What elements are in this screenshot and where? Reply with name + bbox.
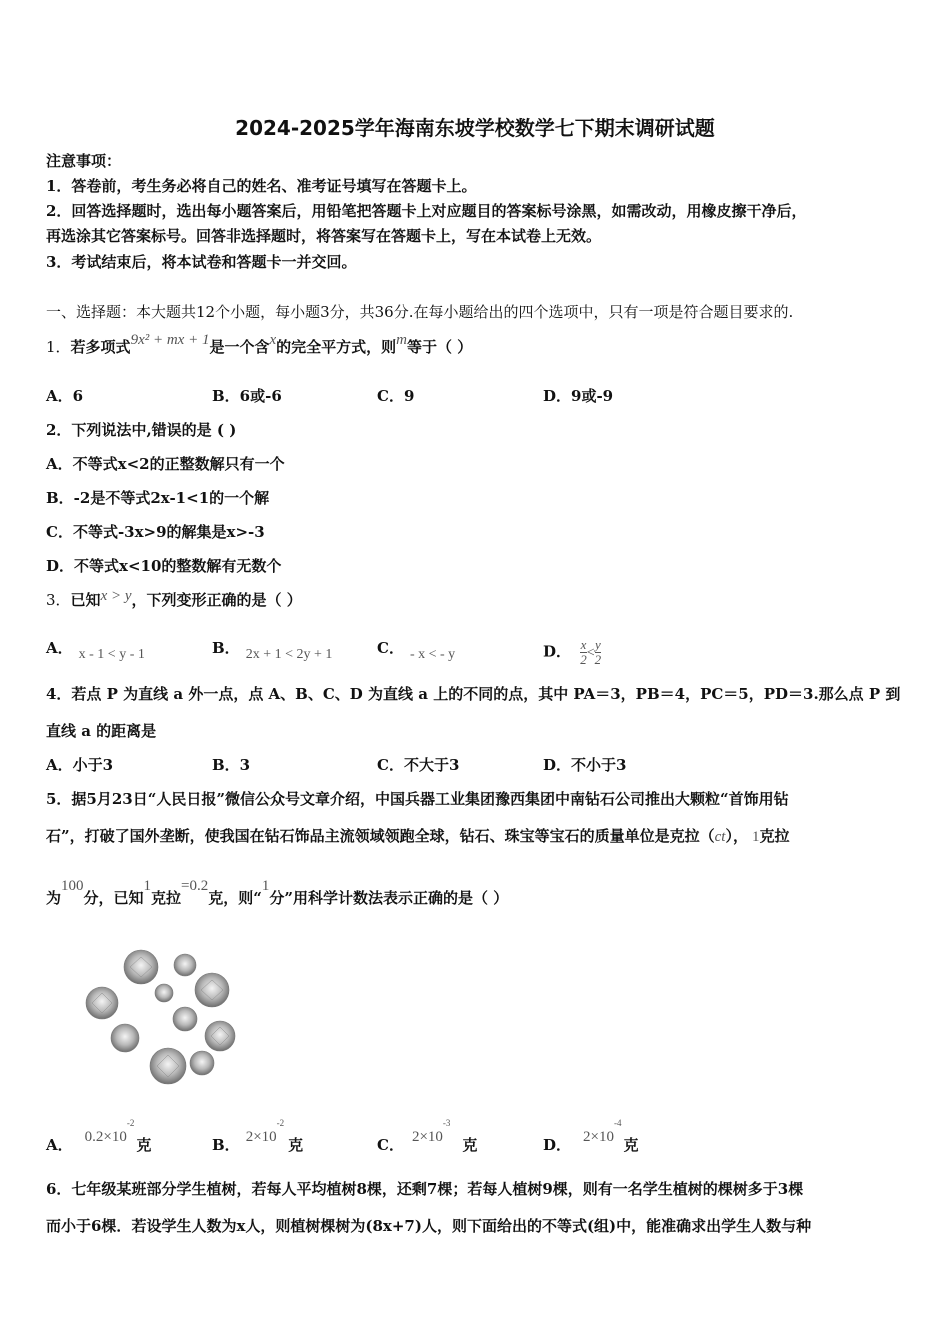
q3-option-d[interactable]: D． $\frac{x}{2}$ < $\frac{y}{2}$	[543, 637, 602, 667]
notice-item-1: 1．答卷前，考生务必将自己的姓名、准考证号填写在答题卡上。	[46, 177, 477, 195]
q4-option-c[interactable]: C．不大于3	[377, 756, 460, 774]
q1-polynomial: 9x² + mx + 1	[130, 332, 210, 348]
question-5-line-3: 为100分，已知1克拉=0.2克，则“1分”用科学计数法表示正确的是（ ）	[46, 878, 509, 907]
q5-option-b[interactable]: B． $2\times 10^{-2}$克	[212, 1118, 304, 1154]
q2-option-d[interactable]: D．不等式x<10的整数解有无数个	[46, 557, 282, 575]
q2-option-a[interactable]: A．不等式x<2的正整数解只有一个	[46, 455, 285, 473]
section-heading: 一、选择题：本大题共12个小题，每小题3分，共36分.在每小题给出的四个选项中，只有一项是符合题目要求的.	[46, 303, 794, 321]
q3-fraction-x: $\frac{x}{2}$	[580, 637, 587, 667]
q1-option-a[interactable]: A．6	[46, 387, 84, 405]
q2-option-c[interactable]: C．不等式-3x>9的解集是x>-3	[46, 523, 265, 541]
q4-option-b[interactable]: B．3	[212, 756, 251, 774]
diamond	[111, 1024, 139, 1052]
question-6-line-1: 6．七年级某班部分学生植树，若每人平均植树8棵，还剩7棵；若每人植树9棵，则有一名学生植树的棵树多于3棵	[46, 1180, 804, 1198]
notice-item-2a: 2．回答选择题时，选出每小题答案后，用铅笔把答题卡上对应题目的答案标号涂黑，如需改动，用橡皮擦干净后，	[46, 202, 807, 220]
question-2-stem: 2．下列说法中,错误的是 ( )	[46, 421, 237, 439]
diamond	[173, 1007, 197, 1031]
q2-option-b[interactable]: B．-2是不等式2x-1<1的一个解	[46, 489, 270, 507]
q5-option-d[interactable]: D． $2\times 10^{-4}$克	[543, 1118, 639, 1154]
q4-option-d[interactable]: D．不小于3	[543, 756, 627, 774]
diamond	[205, 1021, 235, 1051]
q3-option-c[interactable]: C． - x < - y	[377, 639, 456, 662]
diamond	[155, 984, 173, 1002]
q5-option-a[interactable]: A． $0.2\times 10^{-2}$克	[46, 1118, 152, 1154]
q1-option-c[interactable]: C．9	[377, 387, 415, 405]
q1-option-b[interactable]: B．6或-6	[212, 387, 282, 405]
question-3-stem: 3．已知x > y，下列变形正确的是（ ）	[46, 588, 302, 609]
q3-fraction-y: $\frac{y}{2}$	[594, 637, 602, 667]
question-1-stem: 1．若多项式9x² + mx + 1是一个含x的完全平方式，则m等于（ ）	[46, 332, 473, 356]
question-6-line-2: 而小于6棵．若设学生人数为x人，则植树棵树为(8x+7)人，则下面给出的不等式(组)中，能准确求出学生人数与种	[46, 1217, 812, 1235]
notice-heading: 注意事项：	[46, 152, 122, 170]
q3-option-a[interactable]: A． x - 1 < y - 1	[46, 639, 145, 662]
notice-item-2b: 再选涂其它答案标号。回答非选择题时，将答案写在答题卡上，写在本试卷上无效。	[46, 227, 602, 245]
page-title: 2024-2025学年海南东坡学校数学七下期末调研试题	[235, 116, 715, 140]
diamond	[86, 987, 118, 1019]
diamond	[124, 950, 158, 984]
q4-option-a[interactable]: A．小于3	[46, 756, 114, 774]
question-4-line-2: 直线 a 的距离是	[46, 722, 157, 740]
notice-item-3: 3．考试结束后，将本试卷和答题卡一并交回。	[46, 253, 357, 271]
diamond	[195, 973, 229, 1007]
diamond	[150, 1048, 186, 1084]
diamond	[174, 954, 196, 976]
q3-option-b[interactable]: B． 2x + 1 < 2y + 1	[212, 639, 333, 662]
q1-option-d[interactable]: D．9或-9	[543, 387, 614, 405]
diamonds-image	[78, 945, 248, 1090]
diamond	[190, 1051, 214, 1075]
question-5-line-1: 5．据5月23日“人民日报”微信公众号文章介绍，中国兵器工业集团豫西集团中南钻石公司推出大颗粒“首饰用钻	[46, 790, 789, 808]
question-4-line-1: 4．若点 P 为直线 a 外一点，点 A、B、C、D 为直线 a 上的不同的点，其中 PA＝3，PB＝4，PC＝5，PD＝3.那么点 P 到	[46, 685, 901, 703]
q5-option-c[interactable]: C． $2\times 10^{-3}$克	[377, 1118, 478, 1154]
question-5-line-2: 石”，打破了国外垄断，使我国在钻石饰品主流领域领跑全球，钻石、珠宝等宝石的质量单位是克拉（ct）， 1克拉	[46, 827, 790, 845]
